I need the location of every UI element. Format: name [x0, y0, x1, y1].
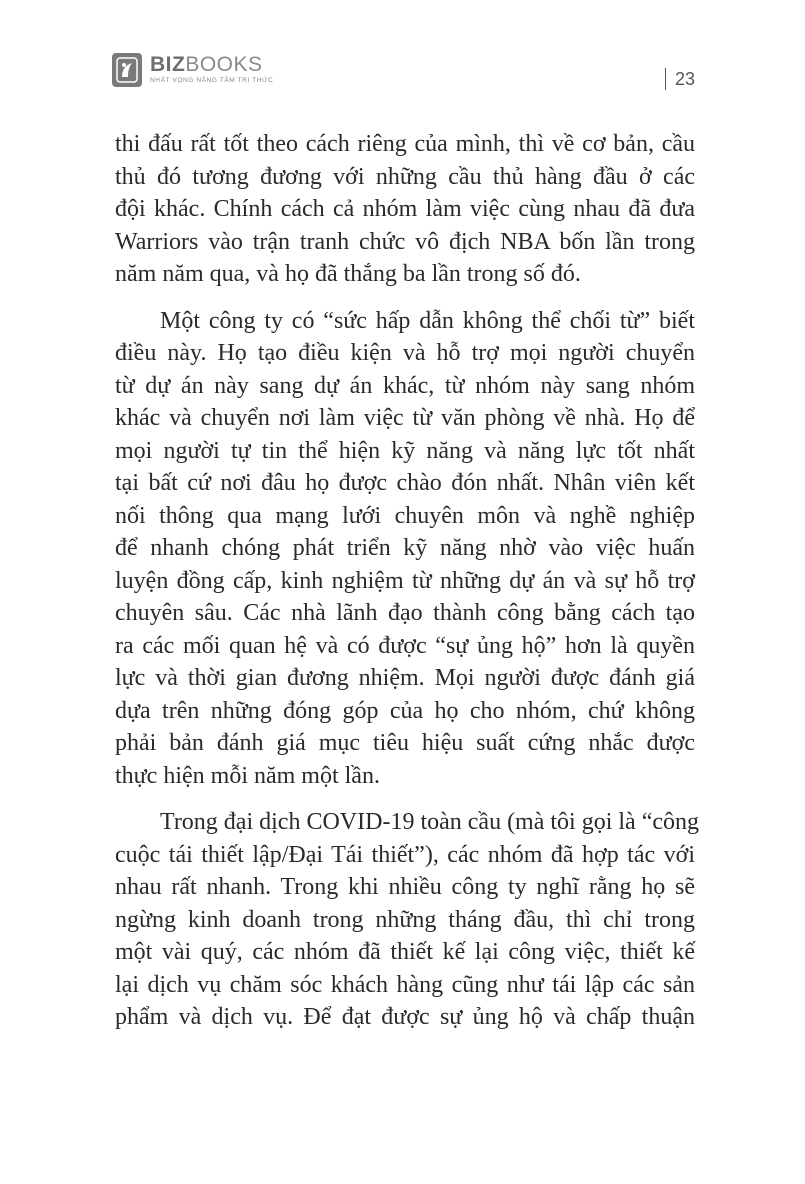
text-line: lực và thời gian đương nhiệm. Mọi người được đánh giá [115, 665, 695, 691]
text-line: khác và chuyển nơi làm việc từ văn phòng về nhà. Họ để [115, 405, 695, 431]
text-line: từ dự án này sang dự án khác, từ nhóm này sang nhóm [115, 372, 695, 399]
logo-brand-bold: BIZ [150, 53, 186, 76]
publisher-logo [112, 50, 273, 90]
page-number [665, 68, 695, 90]
page-number-value: 23 [674, 68, 695, 89]
body-text [115, 128, 700, 1034]
text-line: phải bản đánh giá mục tiêu hiệu suất cứng nhắc được [115, 730, 695, 756]
text-line: thi đấu rất tốt theo cách riêng của mình, thì về cơ bản, cầu [115, 131, 695, 157]
text-line: năm năm qua, và họ đã thắng ba lần trong số đó. [115, 261, 581, 287]
paragraph [115, 305, 695, 793]
paragraph-gap [115, 291, 695, 305]
logo-brand [150, 54, 273, 76]
text-line: tại bất cứ nơi đâu họ được chào đón nhất. Nhân viên kết [115, 470, 695, 496]
logo-brand-light: BOOKS [185, 53, 263, 76]
text-line: luyện đồng cấp, kinh nghiệm từ những dự án và sự hỗ trợ [115, 567, 695, 594]
text-line: một vài quý, các nhóm đã thiết kế lại công việc, thiết kế [115, 939, 695, 965]
bizbooks-logo-icon [112, 53, 142, 87]
text-line: Một công ty có “sức hấp dẫn không thể chối từ” biết [160, 307, 695, 334]
text-line: chuyên sâu. Các nhà lãnh đạo thành công bằng cách tạo [115, 600, 695, 626]
text-line: dựa trên những đóng góp của họ cho nhóm, chứ không [115, 697, 695, 724]
paragraph-gap [115, 792, 695, 806]
logo-tagline: NHẤT VỌNG NÂNG TẦM TRI THỨC [150, 77, 274, 84]
text-line: Trong đại dịch COVID-19 toàn cầu (mà tôi gọi là “công [160, 809, 700, 835]
paragraph [115, 806, 700, 1034]
text-line: nhau rất nhanh. Trong khi nhiều công ty nghĩ rằng họ sẽ [115, 874, 695, 900]
text-line: nối thông qua mạng lưới chuyên môn và nghề nghiệp [115, 502, 695, 529]
text-line: điều này. Họ tạo điều kiện và hỗ trợ mọi người chuyển [115, 340, 695, 366]
text-line: lại dịch vụ chăm sóc khách hàng cũng như tái lập các sản [115, 971, 695, 998]
page-header [112, 50, 695, 100]
text-line: mọi người tự tin thể hiện kỹ năng và năng lực tốt nhất [115, 437, 695, 464]
page-number-divider [665, 68, 666, 90]
text-line: thực hiện mỗi năm một lần. [115, 762, 380, 789]
text-line: cuộc tái thiết lập/Đại Tái thiết”), các nhóm đã hợp tác với [115, 841, 695, 868]
text-line: phẩm và dịch vụ. Để đạt được sự ủng hộ và chấp thuận [115, 1004, 695, 1030]
text-line: ra các mối quan hệ và có được “sự ủng hộ” hơn là quyền [115, 632, 695, 659]
text-line: đội khác. Chính cách cả nhóm làm việc cùng nhau đã đưa [115, 196, 695, 222]
text-line: Warriors vào trận tranh chức vô địch NBA bốn lần trong [115, 228, 695, 255]
text-line: thủ đó tương đương với những cầu thủ hàng đầu ở các [115, 163, 695, 190]
text-line: ngừng kinh doanh trong những tháng đầu, thì chỉ trong [115, 906, 695, 933]
paragraph [115, 128, 695, 291]
text-line: để nhanh chóng phát triển kỹ năng nhờ vào việc huấn [115, 535, 695, 561]
